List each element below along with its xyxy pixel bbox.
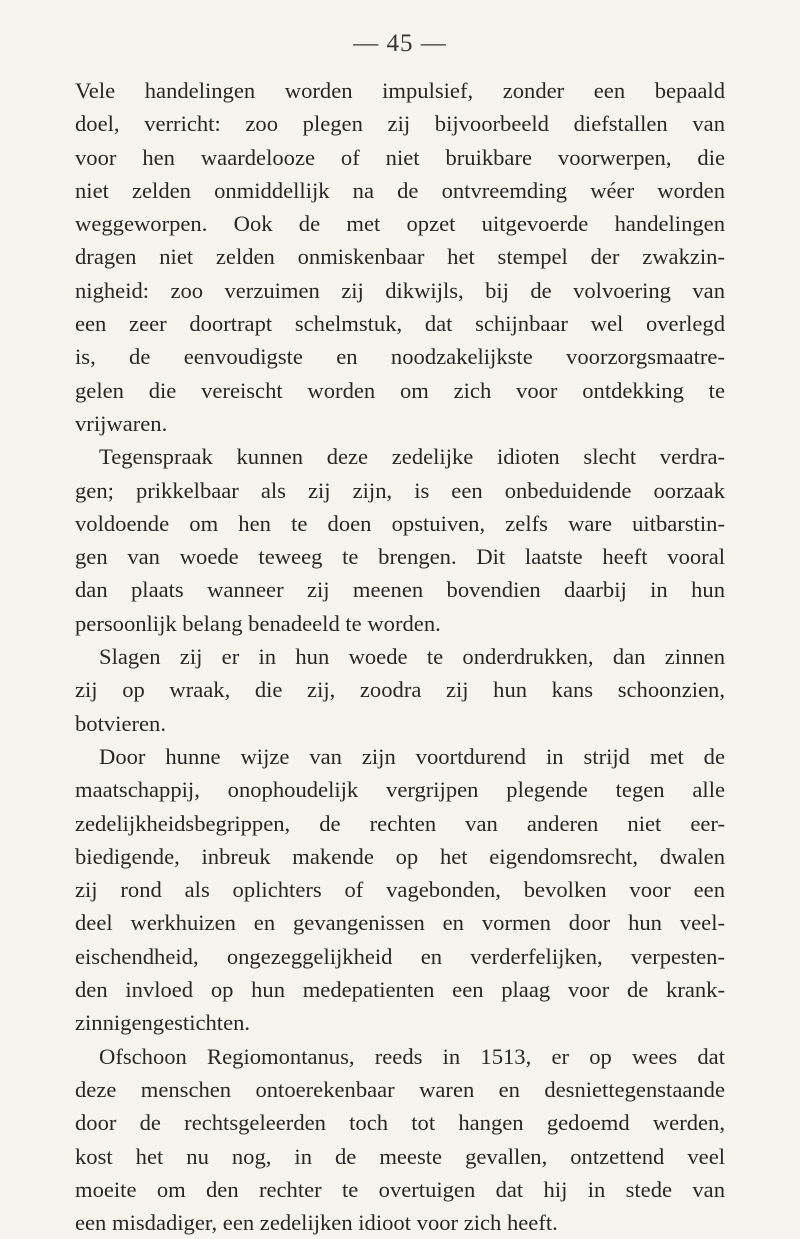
paragraph — [75, 640, 725, 740]
text-line: een zeer doortrapt schelmstuk, dat schijnbaar wel overlegd — [75, 311, 725, 337]
text-line: biedigende, inbreuk makende op het eigendomsrecht, dwalen — [75, 843, 725, 869]
text-line: eischendheid, ongezeggelijkheid en verderfelijken, verpesten- — [75, 943, 725, 969]
text-line: gen; prikkelbaar als zij zijn, is een onbeduidende oorzaak — [75, 477, 725, 503]
text-line: kost het nu nog, in de meeste gevallen, ontzettend veel — [75, 1143, 725, 1169]
text-line: een misdadiger, een zedelijken idioot voor zich heeft. — [75, 1210, 558, 1236]
text-line: zij op wraak, die zij, zoodra zij hun kans schoonzien, — [75, 677, 725, 703]
text-line: deze menschen ontoerekenbaar waren en desniettegenstaande — [75, 1076, 725, 1102]
paragraph — [75, 74, 725, 440]
text-line: Slagen zij er in hun woede te onderdrukken, dan zinnen — [99, 644, 725, 670]
text-line: is, de eenvoudigste en noodzakelijkste voorzorgsmaatre- — [75, 344, 725, 370]
text-line: deel werkhuizen en gevangenissen en vormen door hun veel- — [75, 910, 725, 936]
text-line: Ofschoon Regiomontanus, reeds in 1513, er op wees dat — [99, 1043, 725, 1069]
text-line: doel, verricht: zoo plegen zij bijvoorbeeld diefstallen van — [75, 111, 725, 137]
text-line: Tegenspraak kunnen deze zedelijke idioten slecht verdra- — [99, 444, 725, 470]
paragraph — [75, 440, 725, 640]
text-line: dragen niet zelden onmiskenbaar het stempel der zwakzin- — [75, 244, 725, 270]
paragraph — [75, 740, 725, 1040]
text-line: gelen die vereischt worden om zich voor ontdekking te — [75, 377, 725, 403]
text-line: Door hunne wijze van zijn voortdurend in strijd met de — [99, 743, 725, 769]
text-line: Vele handelingen worden impulsief, zonder een bepaald — [75, 78, 725, 103]
text-line: voldoende om hen te doen opstuiven, zelfs ware uitbarstin- — [75, 510, 725, 536]
text-line: maatschappij, onophoudelijk vergrijpen plegende tegen alle — [75, 777, 725, 803]
paragraph — [75, 1040, 725, 1239]
text-line: zedelijkheidsbegrippen, de rechten van anderen niet eer- — [75, 810, 725, 836]
text-line: dan plaats wanneer zij meenen bovendien daarbij in hun — [75, 577, 725, 603]
text-line: voor hen waardelooze of niet bruikbare voorwerpen, die — [75, 144, 725, 170]
text-line: weggeworpen. Ook de met opzet uitgevoerde handelingen — [75, 211, 725, 237]
page-number: — 45 — — [353, 30, 447, 57]
text-line: door de rechtsgeleerden toch tot hangen gedoemd werden, — [75, 1110, 725, 1136]
text-line: den invloed op hun medepatienten een plaag voor de krank- — [75, 977, 725, 1003]
text-line: moeite om den rechter te overtuigen dat hij in stede van — [75, 1176, 725, 1202]
text-line: vrijwaren. — [75, 410, 168, 436]
text-line: zij rond als oplichters of vagebonden, bevolken voor een — [75, 877, 725, 903]
text-line: niet zelden onmiddellijk na de ontvreemding wéer worden — [75, 177, 725, 203]
text-line: zinnigengestichten. — [75, 1010, 251, 1036]
body-text — [75, 74, 725, 1239]
text-line: botvieren. — [75, 710, 166, 736]
text-line: persoonlijk belang benadeeld te worden. — [75, 610, 441, 636]
text-line: gen van woede teweeg te brengen. Dit laatste heeft vooral — [75, 544, 725, 570]
text-line: nigheid: zoo verzuimen zij dikwijls, bij de volvoering van — [75, 277, 725, 303]
